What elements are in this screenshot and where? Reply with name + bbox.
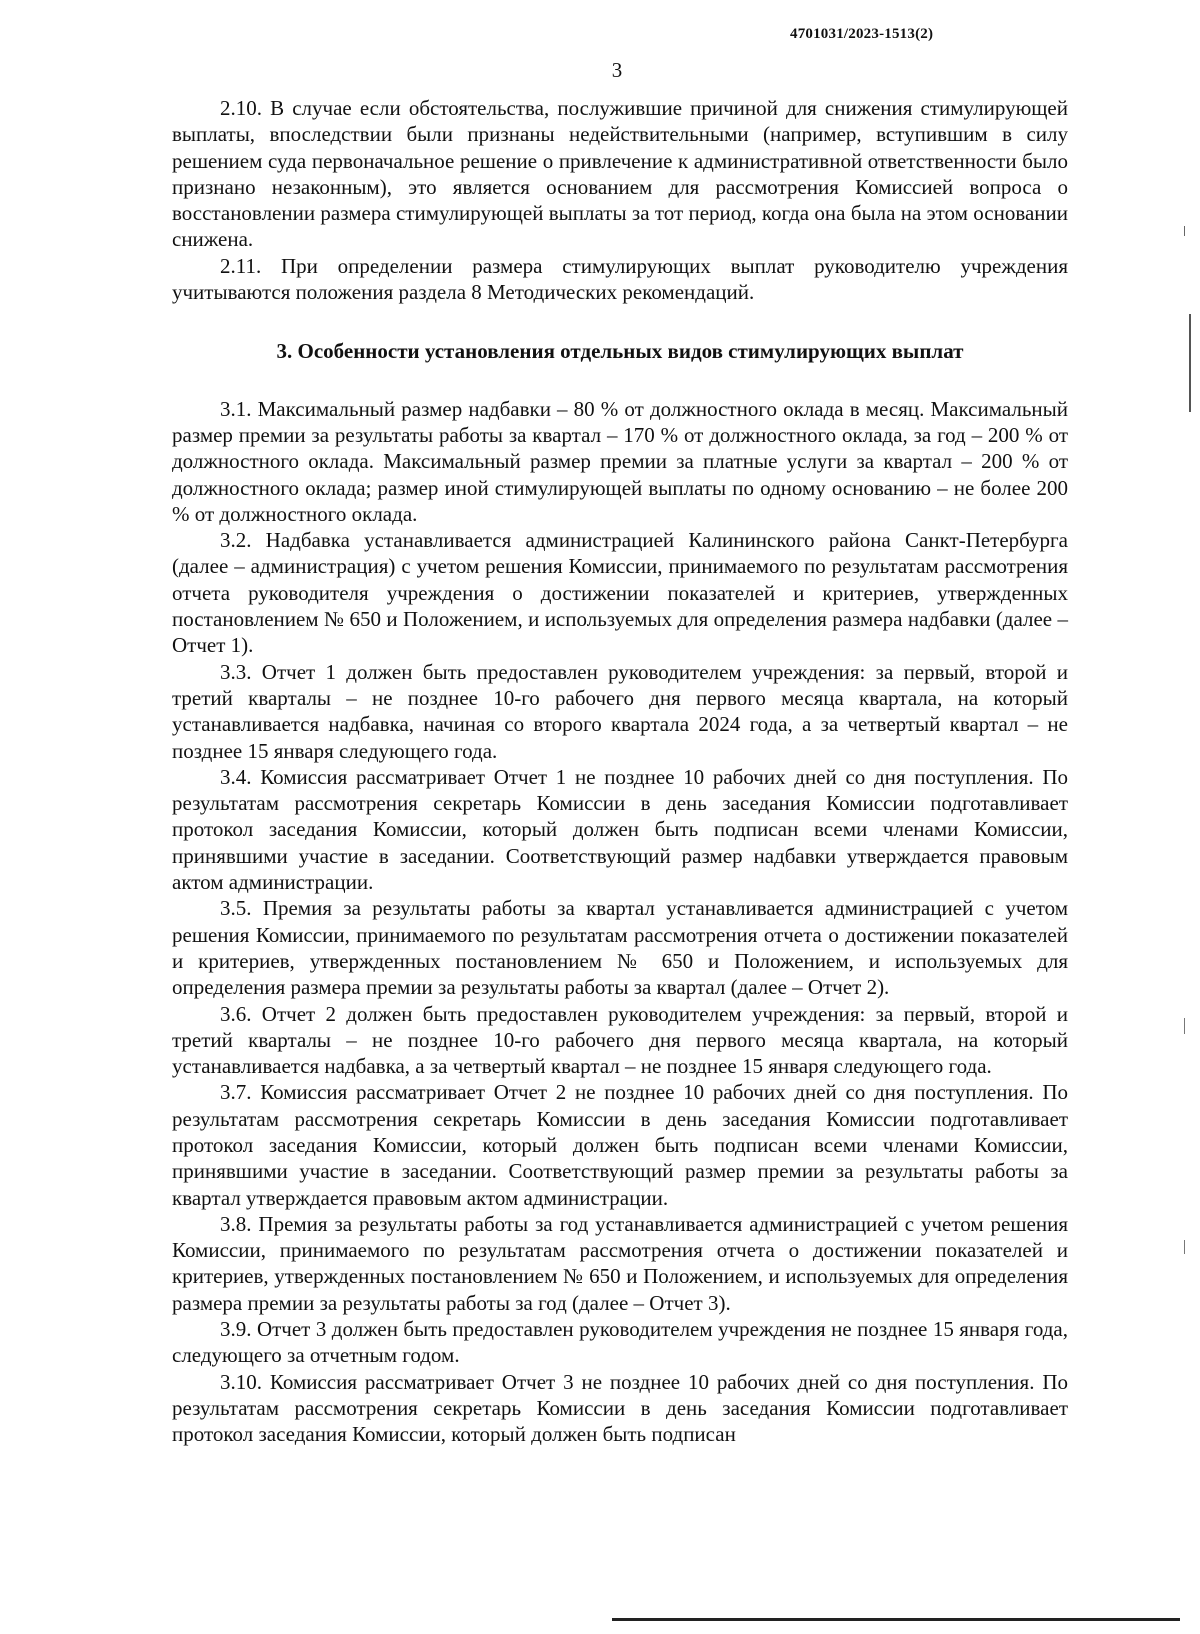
paragraph-3-9: 3.9. Отчет 3 должен быть предоставлен руководителем учреждения не позднее 15 января года, следующего за отчетным годом. bbox=[172, 1317, 1068, 1368]
scan-artifact-mark bbox=[1184, 1018, 1185, 1034]
paragraph-3-10: 3.10. Комиссия рассматривает Отчет 3 не позднее 10 рабочих дней со дня поступления. По результатам рассмотрения секретарь Комиссии в день заседания Комиссии подготавливает протокол заседания Комиссии, который должен быть подписан bbox=[172, 1369, 1068, 1447]
paragraph-3-7: 3.7. Комиссия рассматривает Отчет 2 не позднее 10 рабочих дней со дня поступления. По результатам рассмотрения секретарь Комиссии в день заседания Комиссии подготавливает протокол заседания Комиссии, который должен быть подписан всеми членами Комиссии, принявшими участие в заседании. Соответствующий размер премии за результаты работы за квартал утверждается правовым актом администрации. bbox=[172, 1080, 1068, 1210]
paragraph-2-10: 2.10. В случае если обстоятельства, послужившие причиной для снижения стимулирующей выплаты, впоследствии были признаны недействительными (например, вступившим в силу решением суда первоначальное решение о привлечение к административной ответственности было признано незаконным), это является основанием для рассмотрения Комиссией вопроса о восстановлении размера стимулирующей выплаты за тот период, когда она была на этом основании снижена. bbox=[172, 96, 1068, 252]
page-number: 3 bbox=[611, 58, 623, 82]
document-id: 4701031/2023-1513(2) bbox=[790, 26, 934, 42]
paragraph-2-11: 2.11. При определении размера стимулирующих выплат руководителю учреждения учитываются положения раздела 8 Методических рекомендаций. bbox=[172, 253, 1068, 305]
paragraph-3-5: 3.5. Премия за результаты работы за квартал устанавливается администрацией с учетом решения Комиссии, принимаемого по результатам рассмотрения отчета о достижении показателей и критериев, утвержденных постановлением № 650 и Положением, и используемых для определения размера премии за результаты работы за квартал (далее – Отчет 2). bbox=[172, 896, 1068, 1000]
paragraph-3-8: 3.8. Премия за результаты работы за год устанавливается администрацией с учетом решения Комиссии, принимаемого по результатам рассмотрения отчета о достижении показателей и критериев, утвержденных постановлением № 650 и Положением, и используемых для определения размера премии за результаты работы за год (далее – Отчет 3). bbox=[172, 1211, 1068, 1315]
section-heading: 3. Особенности установления отдельных видов стимулирующих выплат bbox=[276, 339, 964, 364]
scan-artifact-mark bbox=[1184, 226, 1185, 236]
scan-artifact-bottom-line bbox=[612, 1618, 1180, 1621]
scan-artifact-mark bbox=[1184, 1240, 1185, 1254]
paragraph-3-2: 3.2. Надбавка устанавливается администрацией Калининского района Санкт-Петербурга (далее – администрация) с учетом решения Комиссии, принимаемого по результатам рассмотрения отчета руководителя учреждения о достижении показателей и критериев, утвержденных постановлением № 650 и Положением, и используемых для определения размера надбавки (далее – Отчет 1). bbox=[172, 528, 1068, 658]
paragraph-3-4: 3.4. Комиссия рассматривает Отчет 1 не позднее 10 рабочих дней со дня поступления. По результатам рассмотрения секретарь Комиссии в день заседания Комиссии подготавливает протокол заседания Комиссии, который должен быть подписан всеми членами Комиссии, принявшими участие в заседании. Соответствующий размер надбавки утверждается правовым актом администрации. bbox=[172, 764, 1068, 895]
paragraph-3-6: 3.6. Отчет 2 должен быть предоставлен руководителем учреждения: за первый, второй и третий кварталы – не позднее 10-го рабочего дня первого месяца квартала, на который устанавливается надбавка, а за четвертый квартал – не позднее 15 января следующего года. bbox=[172, 1001, 1068, 1079]
paragraph-3-3: 3.3. Отчет 1 должен быть предоставлен руководителем учреждения: за первый, второй и третий кварталы – не позднее 10-го рабочего дня первого месяца квартала, на который устанавливается надбавка, начиная со второго квартала 2024 года, а за четвертый квартал – не позднее 15 января следующего года. bbox=[172, 659, 1068, 763]
scan-artifact-edge-bar bbox=[1189, 314, 1191, 412]
paragraph-3-1: 3.1. Максимальный размер надбавки – 80 % от должностного оклада в месяц. Максимальный размер премии за результаты работы за квартал – 170 % от должностного оклада, за год – 200 % от должностного оклада. Максимальный размер премии за платные услуги за квартал – 200 % от должностного оклада; размер иной стимулирующей выплаты по одному основанию – не более 200 % от должностного оклада. bbox=[172, 396, 1068, 526]
document-body bbox=[172, 95, 1068, 1448]
